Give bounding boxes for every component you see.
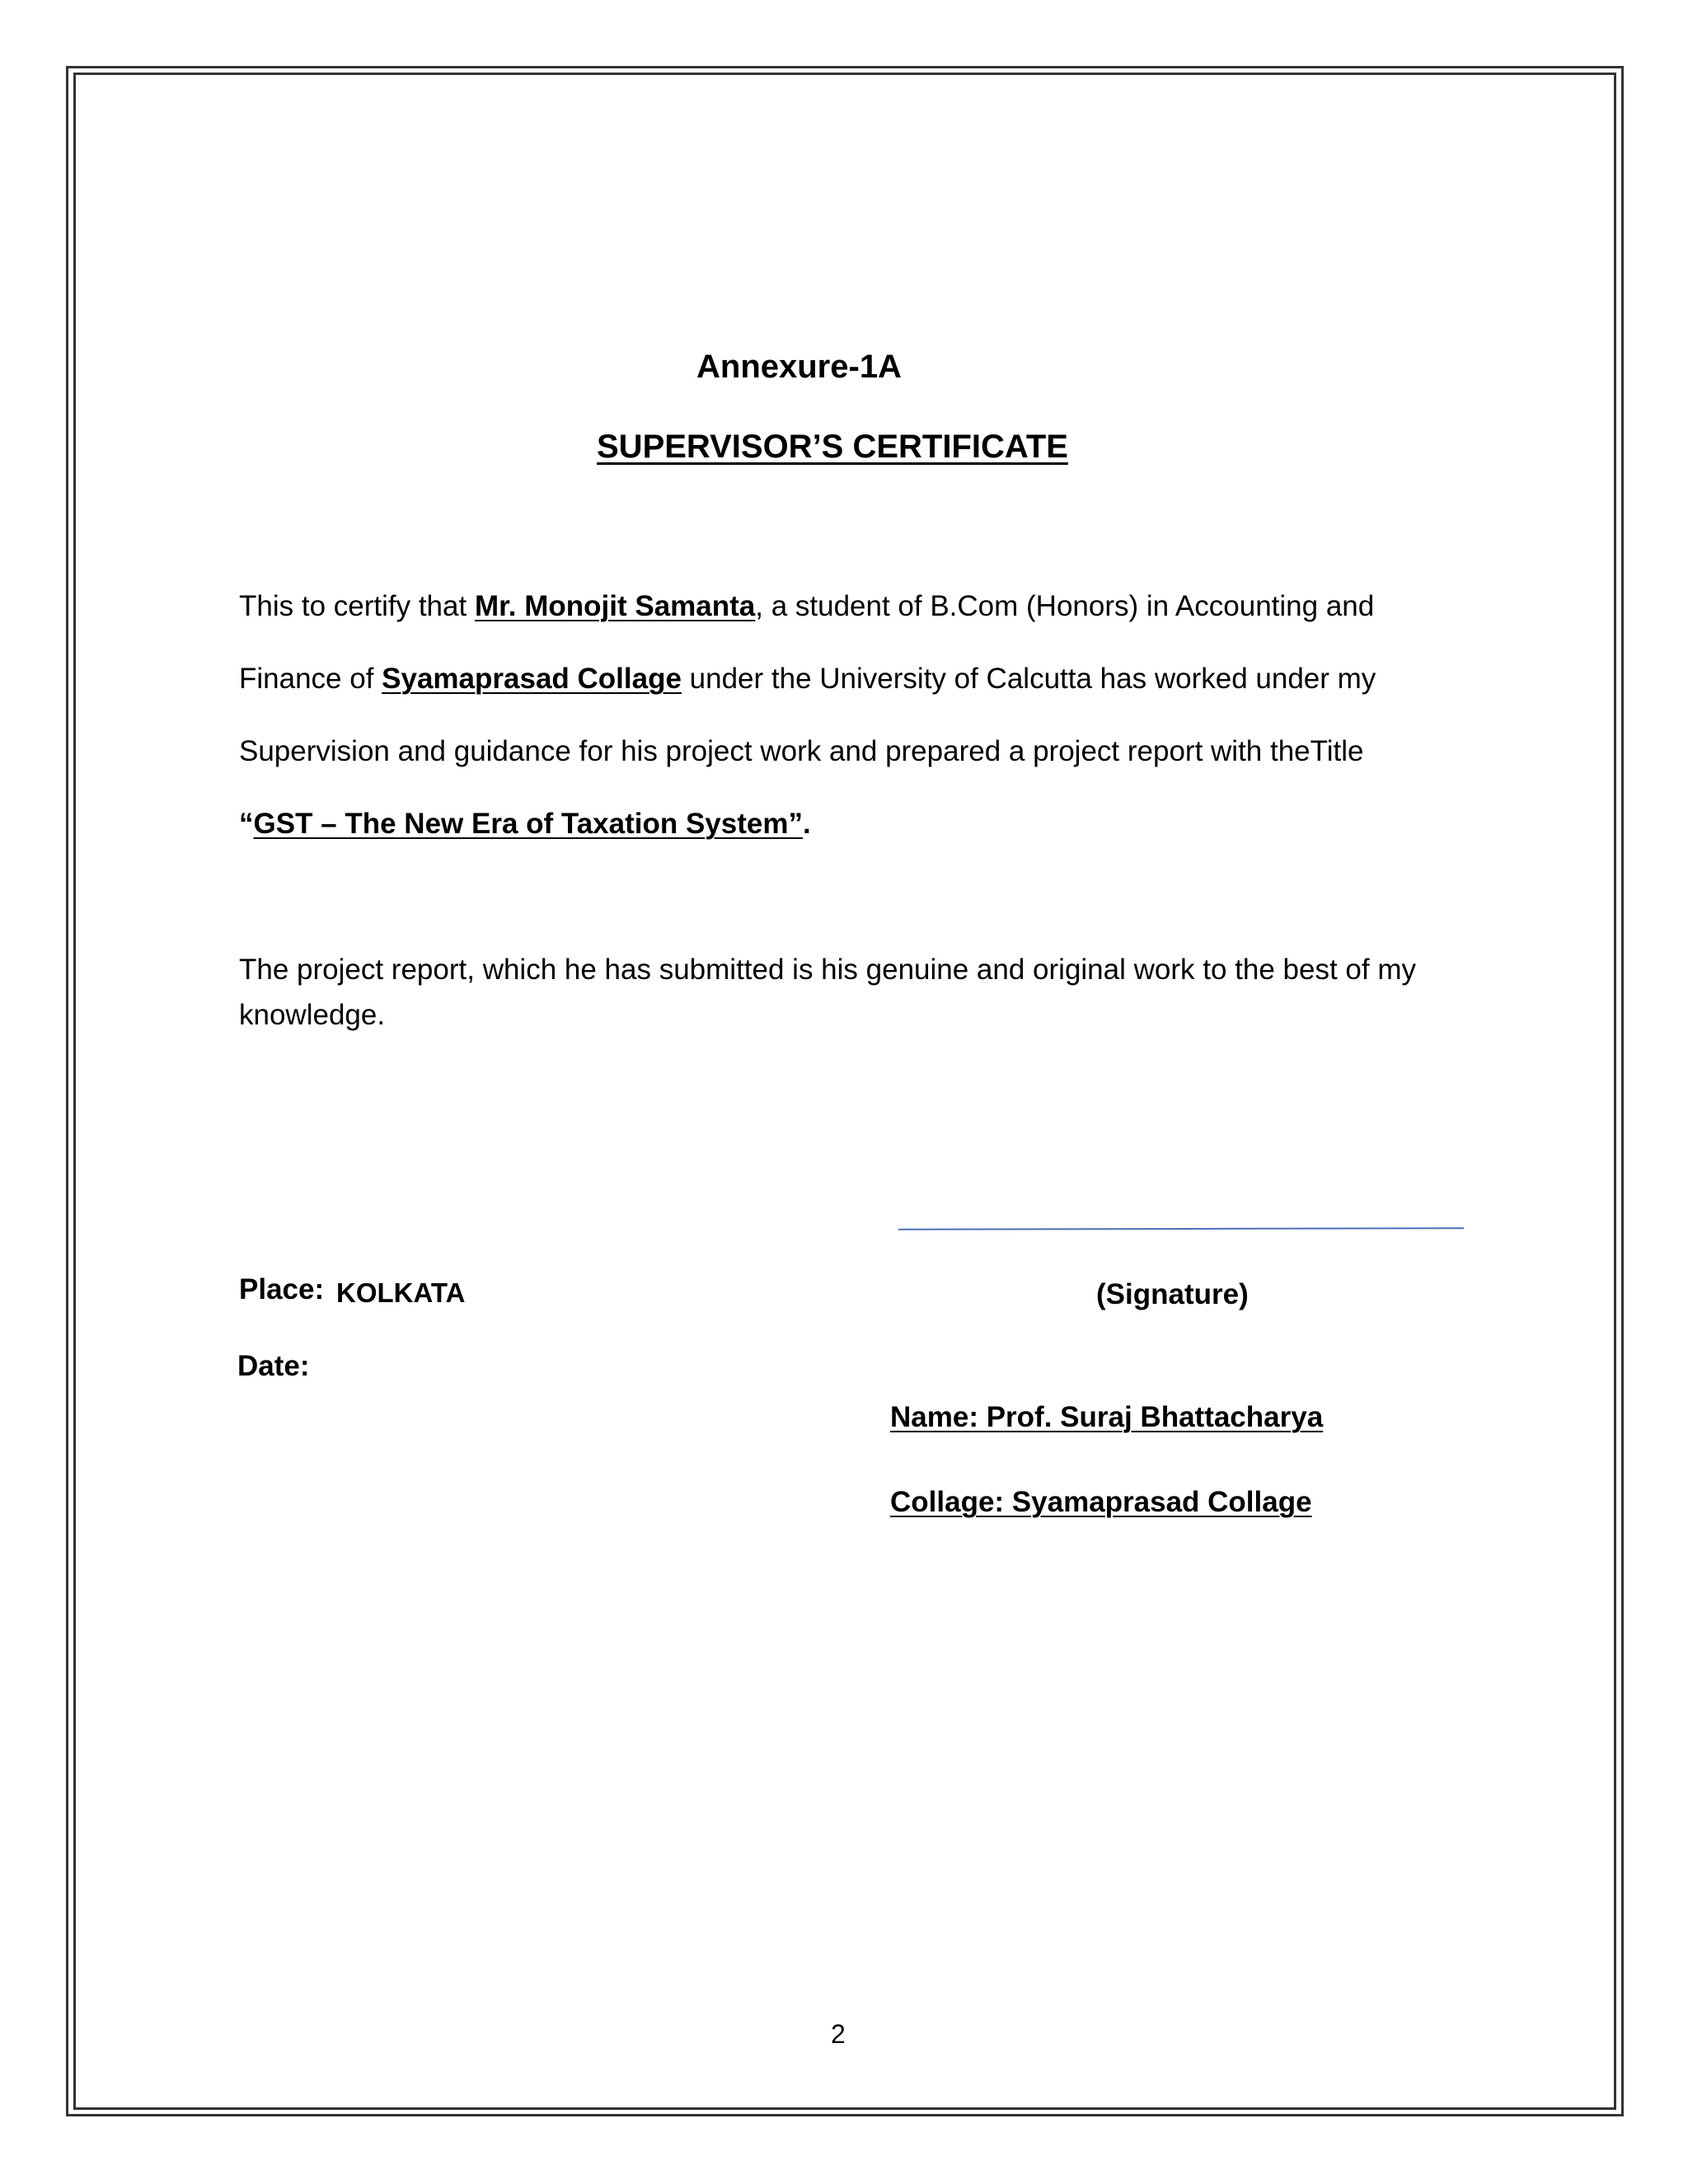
line2-prefix: Finance of — [239, 663, 382, 695]
student-name: Mr. Monojit Samanta — [474, 590, 756, 622]
certificate-para2-line-2: knowledge. — [239, 999, 386, 1031]
supervisor-college: Collage: Syamaprasad Collage — [890, 1486, 1312, 1518]
signature-caption: (Signature) — [1096, 1278, 1249, 1310]
place-value: KOLKATA — [336, 1277, 466, 1308]
college-name: Syamaprasad Collage — [382, 663, 682, 695]
certificate-line-3: Supervision and guidance for his project work and prepared a project report with theTitle — [239, 735, 1364, 767]
supervisor-name: Name: Prof. Suraj Bhattacharya — [890, 1401, 1324, 1433]
line2-suffix: under the University of Calcutta has worked under my — [681, 663, 1376, 695]
certificate-title: SUPERVISOR’S CERTIFICATE — [597, 429, 1068, 465]
project-title-line — [239, 808, 811, 841]
certificate-line-2 — [239, 663, 1376, 696]
place-label: Place: — [239, 1273, 325, 1305]
date-label: Date: — [237, 1350, 310, 1382]
certificate-line-1 — [239, 590, 1374, 623]
line1-suffix: , a student of B.Com (Honors) in Accounting and — [755, 590, 1375, 622]
quote-end: . — [802, 808, 811, 840]
annexure-heading: Annexure-1A — [696, 349, 902, 385]
line1-prefix: This to certify that — [239, 590, 475, 622]
project-title: GST – The New Era of Taxation System” — [253, 808, 803, 840]
page-number: 2 — [831, 2019, 846, 2049]
certificate-para2-line-1: The project report, which he has submitted is his genuine and original work to the best of my — [239, 954, 1416, 986]
quote-open: “ — [239, 808, 254, 840]
